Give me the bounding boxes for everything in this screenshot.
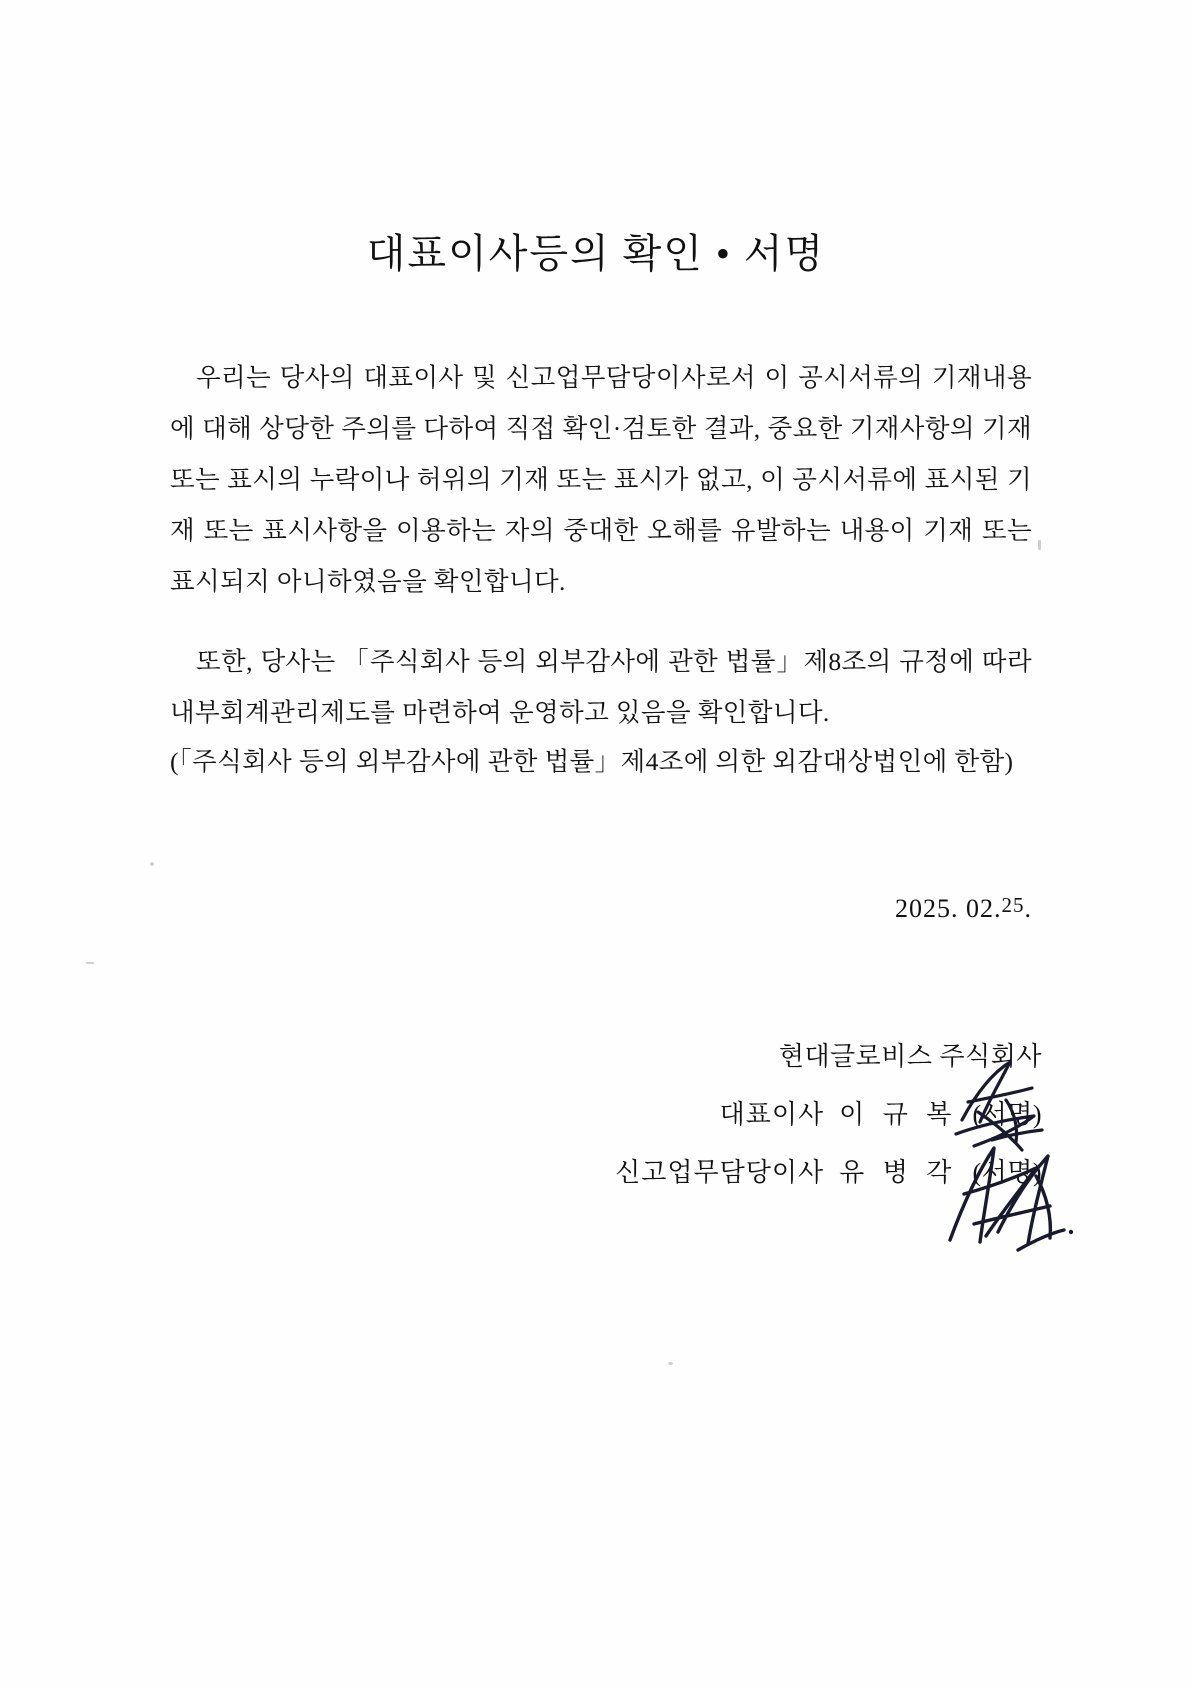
scan-artifact: [86, 962, 94, 964]
signature-block: [615, 1036, 1042, 1210]
scan-artifact: [668, 1362, 673, 1365]
paragraph-note: (「주식회사 등의 외부감사에 관한 법률」제4조에 의한 외감대상법인에 한함): [170, 747, 1014, 776]
signature-mark-officer: (서명): [972, 1158, 1042, 1187]
scan-artifact: [1038, 540, 1041, 550]
signature-role-ceo: 대표이사: [719, 1100, 825, 1129]
scan-artifact: [150, 862, 154, 866]
signature-mark-ceo: (서명): [972, 1100, 1042, 1129]
signature-name-officer: 유 병 각: [839, 1158, 958, 1187]
signature-role-officer: 신고업무담당이사: [615, 1158, 825, 1187]
date-day: 25: [1001, 893, 1025, 917]
company-name: 현대글로비스 주식회사: [778, 1042, 1042, 1071]
paragraph-confirmation: 우리는 당사의 대표이사 및 신고업무담당이사로서 이 공시서류의 기재내용에 대해 상당한 주의를 다하여 직접 확인·검토한 결과, 중요한 기재사항의 기재 또는 표시의 누락이나 허위의 기재 또는 표시가 없고, 이 공시서류에 표시된 기재 또는 표시사항을 이용하는 자의 중대한 오해를 유발하는 내용이 기재 또는 표시되지 아니하였음을 확인합니다.: [170, 363, 1032, 596]
page-title: 대표이사등의 확인 • 서명: [366, 231, 826, 276]
signature-name-ceo: 이 규 복: [839, 1100, 958, 1129]
signature-row-ceo: [615, 1094, 1042, 1131]
date-prefix: 2025. 02.: [895, 894, 1002, 923]
date-suffix: .: [1024, 894, 1032, 923]
signature-row-officer: [615, 1152, 1042, 1189]
paragraph-internal-accounting: 또한, 당사는 「주식회사 등의 외부감사에 관한 법률」제8조의 규정에 따라 내부회계관리제도를 마련하여 운영하고 있음을 확인합니다.: [170, 647, 1032, 727]
signing-date: [895, 894, 1032, 924]
